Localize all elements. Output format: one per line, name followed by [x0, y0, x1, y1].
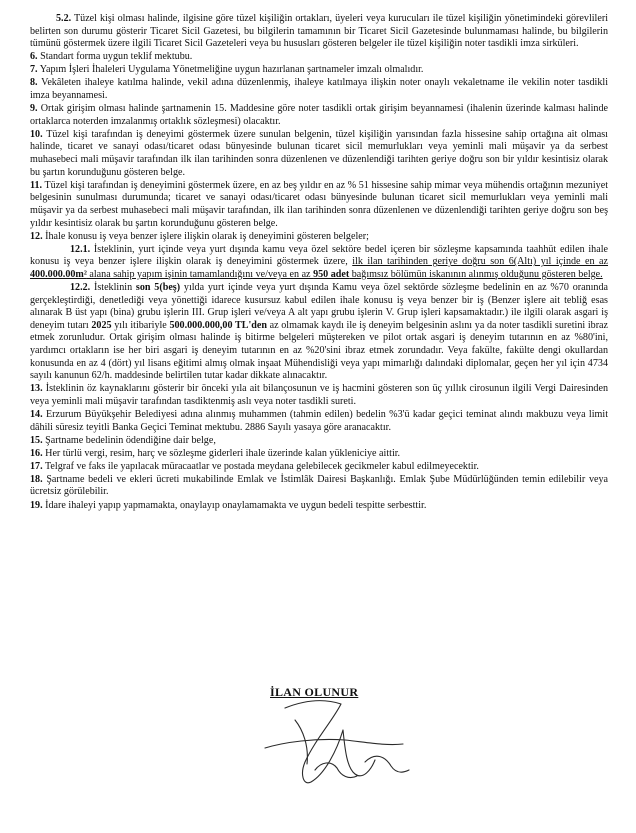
- paragraph-text: Şartname bedeli ve ekleri ücreti mukabilinde Emlak ve İstimlâk Dairesi Başkanlığı. Emlak Şube Müdürlüğünden temin edilebilir veya ücretsiz görülebilir.: [30, 473, 608, 498]
- paragraph-12: [30, 231, 608, 244]
- paragraph-number: 11.: [30, 179, 43, 191]
- paragraph-5-2: [30, 13, 608, 51]
- period-requirement: son 5(beş): [135, 281, 181, 293]
- paragraph-number: 12.1.: [70, 243, 91, 255]
- paragraph-number: 18.: [30, 473, 43, 485]
- paragraph-text: yılı itibariyle: [111, 319, 170, 331]
- paragraph-7: [30, 64, 608, 77]
- paragraph-text: İsteklinin, yurt içinde veya yurt dışında kamu veya özel sektöre bedel içeren bir sözleşme kapsamında taahhüt edilen ihale konusu iş veya benzer işlere ilişkin olarak iş deneyimini göstermek üzere,: [30, 243, 608, 268]
- experience-amount: 500.000.000,00 TL'den: [169, 319, 267, 331]
- paragraph-text: yılda yurt içinde veya yurt dışında Kamu veya özel sektörde sözleşme bedelinin en az %70 oranında gerçekleştirdiği, denetlediği veya yönettiği idarece kusursuz kabul edilen ihale konusu iş veya benzer bir iş (Benzer işlere ait tebliğ esas alınarak B üst yapı (bina) grubu işlerin III. Grup işleri ve/veya A alt yapı grubu işlerin V. Grup işleri kapsamaktadır.) ile ilgili olarak asgari iş deneyim tutarı: [30, 281, 609, 331]
- paragraph-19: [30, 500, 608, 513]
- paragraph-15: [30, 435, 608, 448]
- paragraph-text: Ortak girişim olması halinde şartnamenin 15. Maddesine göre noter tasdikli ortak girişim beyannamesi (ihalenin üzerinde kalması halinde ortaklarca noterden imzalanmış ortaklık sözleşmesi) olacaktır.: [30, 103, 608, 127]
- paragraph-12-2: [30, 282, 608, 383]
- reference-year: 2025: [91, 319, 112, 331]
- unit-count-requirement: 950 adet: [313, 268, 350, 280]
- paragraph-text: Tüzel kişi olması halinde, ilgisine göre tüzel kişiliğin ortakları, üyeleri veya kurucuları ile tüzel kişiliğin yönetimindeki görevlileri belirten son durumu gösterir Ticaret Sicil Gazetesi, bu bilgilerin tamamının bir Ticaret Sicil Gazetesinde bulunmaması halinde, bu bilgilerin tümünü göstermek üzere ilgili Ticaret Sicil Gazeteleri veya bu hususları gösteren belgeler ile tüzel kişiliğin noter tasdikli imza sirküleri.: [30, 13, 608, 50]
- paragraph-text: Tüzel kişi tarafından iş deneyimi göstermek üzere sunulan belgenin, tüzel kişiliğin yarısından fazla hissesine sahip ortağına ait olması halinde, ticaret ve sanayi odası/ticaret odası bünyesinde bulunan ticaret sicil memurlukları veya yeminli mali müşavir ya da serbest muhasebeci mali müşavir tarafından ilk ilan tarihinden sonra düzenlenen ve düzenlendiği tarihten geriye doğru son bir yıldır kesintisiz olarak bu şartın korunduğunu gösteren belge.: [30, 128, 608, 178]
- paragraph-6: [30, 51, 608, 64]
- paragraph-9: [30, 103, 608, 128]
- paragraph-14: [30, 409, 608, 434]
- underlined-text: bağımsız bölümün iskanının alınmış olduğunu gösteren belge.: [349, 268, 603, 280]
- paragraph-text: az olmamak kaydı ile iş deneyim belgesinin aslını ya da noter tasdikli suretini ibraz etmek zorunludur. Ortak girişim olması halinde iş bitirme belgeleri müştereken ve pilot ortak asgari iş deneyim tutarının en az %80'ini, yardımcı ortakların ise her biri asgari iş deneyim tutarının en az %20'sini ibraz etmek zorundadır. Veya fakülte, fakülte dengi okullardan konusunda en az 4 (dört) yıl lisans eğitimi almış olmak inşaat Mühendisliği veya yapı mimarlığı dalındaki diplomalar, geçen her yıl için 4734 sayılı kanunun 62/h. maddesinde belirtilen tutar kadar dikkate alınacaktır.: [30, 319, 609, 382]
- paragraph-text: İdare ihaleyi yapıp yapmamakta, onaylayıp onaylamamakta ve uygun bedeli tespitte serbesttir.: [42, 499, 427, 511]
- underlined-text: alana sahip yapım işinin tamamlandığını ve/veya en az: [86, 268, 314, 280]
- paragraph-number: 14.: [30, 408, 43, 420]
- underlined-text: ilk ilan tarihinden geriye doğru son 6(Altı) yıl içinde en az: [352, 256, 609, 268]
- paragraph-text: Erzurum Büyükşehir Belediyesi adına alınmış muhammen (tahmin edilen) bedelin %3'ü kadar geçici teminat alındı makbuzu veya limit dâhili süresiz teyitli Banka Geçici Teminat mektubu. 2886 Sayılı yasaya göre aranacaktır.: [30, 408, 608, 433]
- paragraph-12-1: [30, 244, 608, 282]
- paragraph-13: [30, 383, 608, 408]
- paragraph-number: 17.: [30, 460, 43, 472]
- paragraph-number: 10.: [30, 128, 43, 140]
- paragraph-text: İsteklinin öz kaynaklarını gösterir bir önceki yıla ait bilançosunun ve iş hacmini gösteren son üç yıllık cirosunun ilgili Vergi Dairesinden veya yeminli mali müşavir tarafından tasdiktenmiş aslı veya noter tasdikli sureti.: [30, 383, 608, 407]
- paragraph-text: Telgraf ve faks ile yapılacak müracaatlar ve postada meydana gelebilecek gecikmeler kabul edilmeyecektir.: [42, 460, 479, 472]
- paragraph-8: [30, 77, 608, 102]
- paragraph-18: [30, 474, 608, 499]
- paragraph-11: [30, 180, 608, 230]
- paragraph-text: Standart forma uygun teklif mektubu.: [37, 51, 193, 63]
- paragraph-text: İsteklinin: [90, 281, 136, 293]
- paragraph-16: [30, 448, 608, 461]
- paragraph-number: 12.2.: [70, 281, 91, 293]
- ilan-olunur-heading: İLAN OLUNUR: [270, 685, 359, 699]
- paragraph-text: Her türlü vergi, resim, harç ve sözleşme giderleri ihale üzerinde kalan yükleniciye aittir.: [42, 447, 401, 459]
- document-body: [30, 13, 608, 513]
- paragraph-number: 6.: [30, 51, 38, 63]
- paragraph-number: 7.: [30, 64, 38, 76]
- paragraph-text: Yapım İşleri İhaleleri Uygulama Yönetmeliğine uygun hazırlanan şartnameler imzalı olmalıdır.: [37, 64, 424, 76]
- paragraph-number: 13.: [30, 383, 43, 395]
- paragraph-10: [30, 129, 608, 179]
- paragraph-text: Şartname bedelinin ödendiğine dair belge,: [42, 434, 216, 446]
- paragraph-number: 12.: [30, 230, 43, 242]
- paragraph-number: 9.: [30, 103, 38, 115]
- paragraph-number: 16.: [30, 447, 43, 459]
- paragraph-text: Vekâleten ihaleye katılma halinde, vekil adına düzenlenmiş, ihaleye katılmaya ilişkin noter onaylı vekaletname ile vekilin noter tasdikli imza beyannamesi.: [30, 77, 608, 102]
- paragraph-number: 15.: [30, 434, 43, 446]
- paragraph-text: İhale konusu iş veya benzer işlere ilişkin olarak iş deneyimini gösteren belgeler;: [42, 230, 369, 242]
- paragraph-number: 5.2.: [56, 13, 72, 24]
- paragraph-text: Tüzel kişi tarafından iş deneyimini göstermek üzere, en az beş yıldır en az % 51 hissesine sahip mimar veya mühendis ortağının mezuniyet belgesinin sunulması durumunda; ticaret ve sanayi odası/ticaret odası bünyesinde bulunan ticaret sicil memurlukları veya yeminli mali müşavir ya da serbest muhasebeci mali müşavir tarafından, ilk ilan tarihinden sonra düzenlenen ve düzenlendiği tarihten geriye doğru son beş yıldır kesintisiz olarak bu şartın korunduğunu gösteren belge.: [30, 179, 608, 229]
- handwritten-signature: [245, 690, 415, 800]
- paragraph-number: 8.: [30, 77, 38, 89]
- area-requirement: 400.000.00m²: [30, 268, 87, 280]
- paragraph-number: 19.: [30, 499, 43, 511]
- paragraph-17: [30, 461, 608, 474]
